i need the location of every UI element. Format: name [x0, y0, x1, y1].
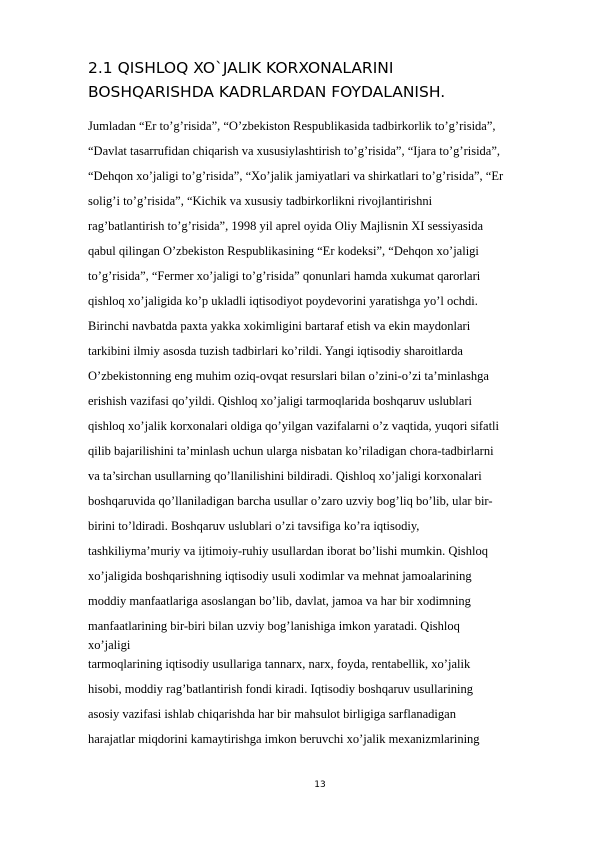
section-heading-line-2: BOSHQARISHDA KADRLARDAN FOYDALANISH.	[88, 83, 446, 101]
body-line: Jumladan “Er to’g’risida”, “O’zbekiston Respublikasida tadbirkorlik to’g’risida”,	[88, 119, 496, 133]
body-line: tashkiliyma’muriy va ijtimoiy-ruhiy usullardan iborat bo’lishi mumkin. Qishloq	[88, 544, 488, 558]
body-line: tarkibini ilmiy asosda tuzish tadbirlari ko’rildi. Yangi iqtisodiy sharoitlarda	[88, 344, 463, 358]
body-line: qilib bajarilishini ta’minlash uchun ularga nisbatan ko’riladigan chora-tadbirlarni	[88, 444, 494, 458]
body-line: xo’jaligi	[88, 638, 131, 652]
body-line: asosiy vazifasi ishlab chiqarishda har bir mahsulot birligiga sarflanadigan	[88, 707, 456, 721]
body-line: O’zbekistonning eng muhim oziq-ovqat resurslari bilan o’zini-o’zi ta’minlashga	[88, 369, 489, 383]
body-line: Birinchi navbatda paxta yakka xokimligini bartaraf etish va ekin maydonlari	[88, 319, 471, 333]
body-line: qishloq xo’jalik korxonalari oldiga qo’yilgan vazifalarni o’z vaqtida, yuqori sifatli	[88, 419, 499, 433]
body-line: birini to’ldiradi. Boshqaruv uslublari o’zi tavsifiga ko’ra iqtisodiy,	[88, 519, 420, 533]
body-line: va ta’sirchan usullarning qo’llanilishini bildiradi. Qishloq xo’jaligi korxonalari	[88, 469, 482, 483]
section-heading	[88, 56, 568, 104]
body-line: “Davlat tasarrufidan chiqarish va xususiylashtirish to’g’risida”, “Ijara to’g’risida”,	[88, 144, 501, 158]
page-number: 13	[314, 780, 326, 790]
body-line: qabul qilingan O’zbekiston Respublikasining “Er kodeksi”, “Dehqon xo’jaligi	[88, 244, 479, 258]
body-line: xo’jaligida boshqarishning iqtisodiy usuli xodimlar va mehnat jamoalarining	[88, 569, 472, 583]
body-line: manfaatlarining bir-biri bilan uzviy bog’lanishiga imkon yaratadi. Qishloq	[88, 619, 460, 633]
body-line: “Dehqon xo’jaligi to’g’risida”, “Xo’jalik jamiyatlari va shirkatlari to’g’risida”, “Er	[88, 169, 504, 183]
body-line: erishish vazifasi qo’yildi. Qishloq xo’jaligi tarmoqlarida boshqaruv uslublari	[88, 394, 472, 408]
body-line: tarmoqlarining iqtisodiy usullariga tannarx, narx, foyda, rentabellik, xo’jalik	[88, 657, 471, 671]
body-line: to’g’risida”, “Fermer xo’jaligi to’g’risida” qonunlari hamda xukumat qarorlari	[88, 269, 481, 283]
body-line: boshqaruvida qo’llaniladigan barcha usullar o’zaro uzviy bog’liq bo’lib, ular bir-	[88, 494, 493, 508]
section-heading-line-1: 2.1 QISHLOQ XO`JALIK KORXONALARINI	[88, 59, 394, 77]
body-line: moddiy manfaatlariga asoslangan bo’lib, davlat, jamoa va har bir xodimning	[88, 594, 471, 608]
body-line: qishloq xo’jaligida ko’p ukladli iqtisodiyot poydevorini yaratishga yo’l ochdi.	[88, 294, 478, 308]
body-line: solig’i to’g’risida”, “Kichik va xususiy tadbirkorlikni rivojlantirishni	[88, 194, 433, 208]
body-paragraph	[88, 114, 558, 752]
body-line: hisobi, moddiy rag’batlantirish fondi kiradi. Iqtisodiy boshqaruv usullarining	[88, 682, 474, 696]
body-line: rag’batlantirish to’g’risida”, 1998 yil aprel oyida Oliy Majlisnin XI sessiyasida	[88, 219, 484, 233]
body-line: harajatlar miqdorini kamaytirishga imkon beruvchi xo’jalik mexanizmlarining	[88, 732, 480, 746]
